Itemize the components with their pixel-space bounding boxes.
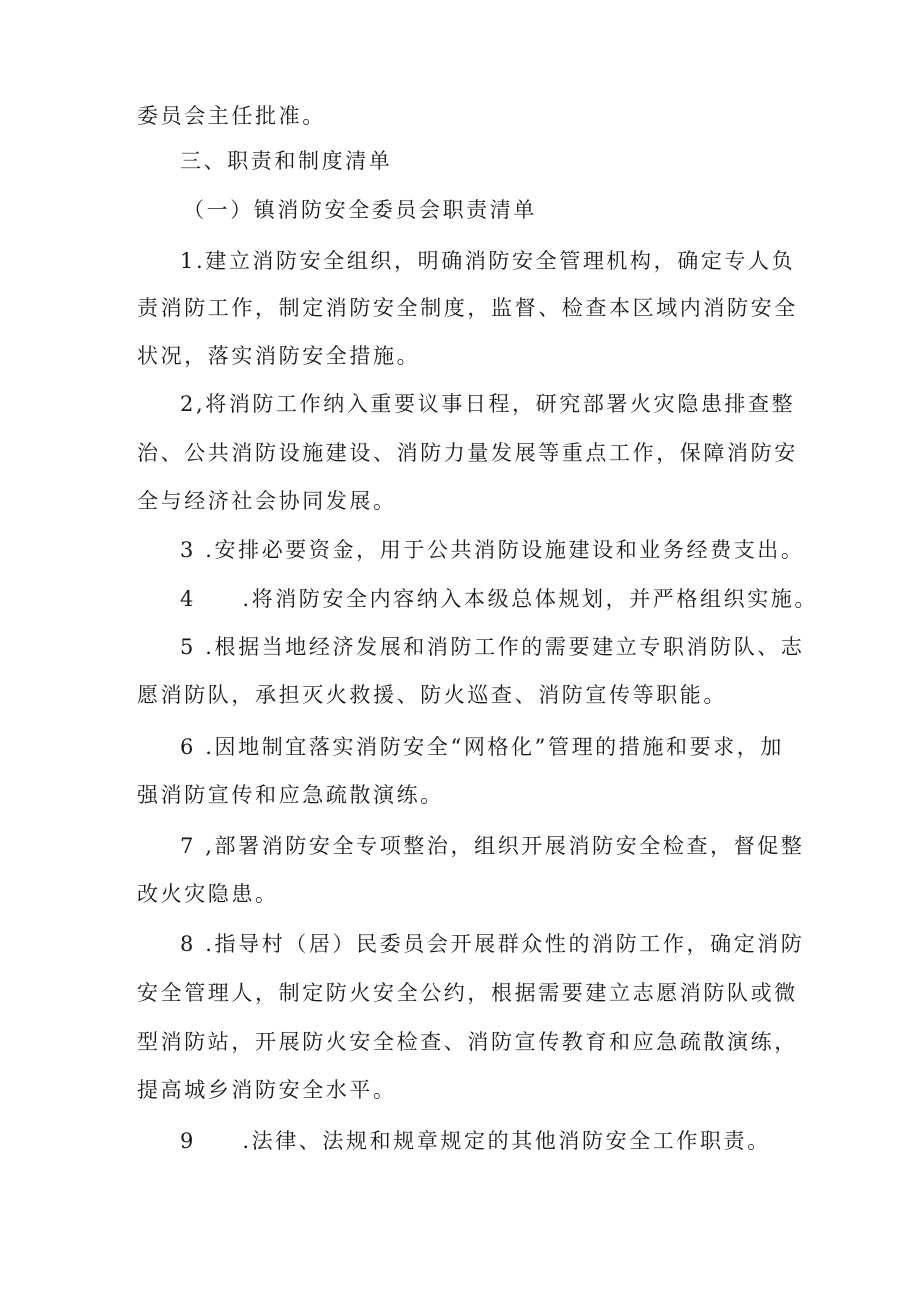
text-line: 全与经济社会协同发展。 <box>137 489 397 513</box>
text-line: 3 .安排必要资金，用于公共消防设施建设和业务经费支出。 <box>180 538 805 562</box>
text-line: 责消防工作，制定消防安全制度，监督、检查本区域内消防安全 <box>137 296 798 320</box>
section-heading: 三、职责和制度清单 <box>180 149 393 173</box>
text-line: 7 ,部署消防安全专项整治，组织开展消防安全检查，督促整 <box>180 834 805 858</box>
text-line: 强消防宣传和应急疏散演练。 <box>137 783 444 807</box>
text-line: 2,将消防工作纳入重要议事日程，研究部署火灾隐患排查整 <box>180 392 796 416</box>
text-line: 9 .法律、法规和规章规定的其他消防安全工作职责。 <box>180 1129 771 1153</box>
text-line: 安全管理人，制定防火安全公约，根据需要建立志愿消防队或微 <box>137 981 798 1005</box>
text-line: 1.建立消防安全组织，明确消防安全管理机构，确定专人负 <box>180 249 796 273</box>
text-line: 型消防站，开展防火安全检查、消防宣传教育和应急疏散演练， <box>137 1030 798 1054</box>
text-line: 4 .将消防安全内容纳入本级总体规划，并严格组织实施。 <box>180 587 819 611</box>
text-line: 5 .根据当地经济发展和消防工作的需要建立专职消防队、志 <box>180 635 805 659</box>
text-line: 改火灾隐患。 <box>137 882 279 906</box>
text-line: 8 .指导村（居）民委员会开展群众性的消防工作，确定消防 <box>180 932 805 956</box>
text-line: 愿消防队，承担灭火救援、防火巡查、消防宣传等职能。 <box>137 683 727 707</box>
text-line: 提高城乡消防安全水平。 <box>137 1078 397 1102</box>
text-line: 治、公共消防设施建设、消防力量发展等重点工作，保障消防安 <box>137 441 798 465</box>
subsection-heading: （一）镇消防安全委员会职责清单 <box>183 198 537 222</box>
text-line: 委员会主任批准。 <box>137 104 326 128</box>
text-line: 状况，落实消防安全措施。 <box>137 344 421 368</box>
text-line: 6 .因地制宜落实消防安全“网格化”管理的措施和要求，加 <box>180 735 784 759</box>
